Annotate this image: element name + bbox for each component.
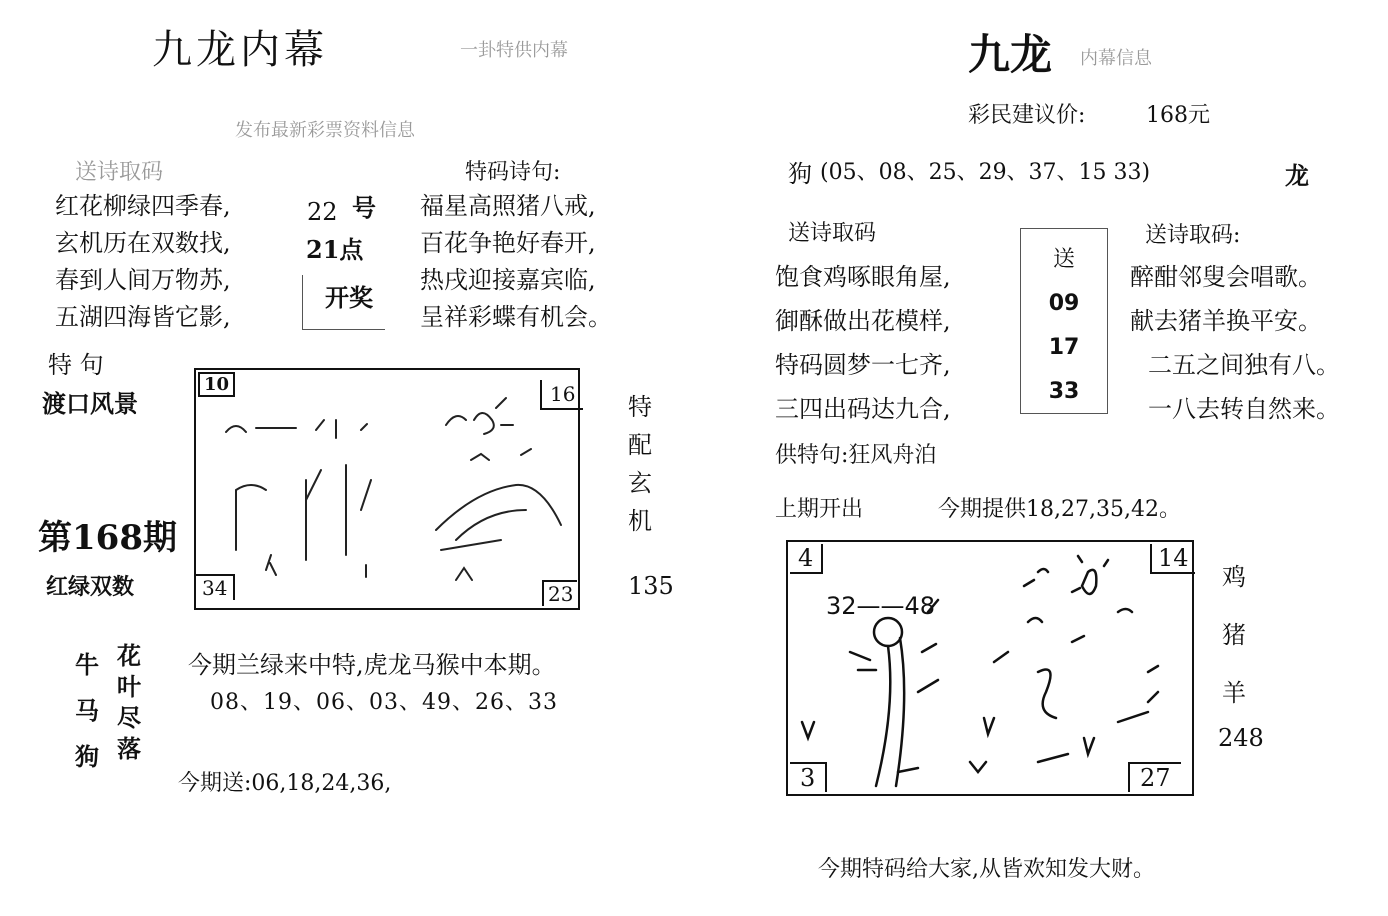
phrase-char: 尽 (117, 703, 141, 732)
left-poem2 (420, 188, 612, 336)
left-send-line: 今期送:06,18,24,36, (178, 771, 392, 796)
issue-hint: 红绿双数 (46, 574, 135, 600)
special-label: 特 句 (48, 351, 104, 379)
right-title: 九龙 (968, 30, 1053, 79)
zodiac-right: 龙 (1285, 161, 1309, 190)
zodiac-char: 牛 (75, 650, 99, 679)
left-pic-corner-bl: 34 (196, 574, 235, 600)
right-bottom-line: 今期特码给大家,从皆欢知发大财。 (818, 857, 1155, 882)
right-sketch-icon (788, 542, 1190, 792)
right-poem1-line: 饱食鸡啄眼角屋, (775, 263, 951, 291)
left-poem1-line: 玄机历在双数找, (55, 229, 231, 257)
right-side-char: 鸡 (1222, 563, 1246, 591)
left-side-num: 135 (628, 572, 674, 600)
left-tip-numbers: 08、19、06、03、49、26、33 (210, 690, 558, 715)
right-special-line: 供特句:狂风舟泊 (775, 443, 937, 468)
right-section1-label: 送诗取码 (788, 221, 877, 246)
right-pic-corner-br: 27 (1128, 762, 1181, 792)
left-title: 九龙内幕 (152, 27, 328, 73)
right-poem2 (1130, 255, 1340, 431)
left-side-char: 玄 (628, 469, 652, 497)
right-side-chars (1222, 548, 1246, 722)
left-section1-label: 送诗取码 (75, 160, 164, 185)
draw-day: 22 (307, 198, 338, 226)
right-section2-label: 送诗取码: (1145, 223, 1241, 248)
send-box-item: 送 (1052, 247, 1075, 272)
price-value: 168元 (1146, 103, 1210, 128)
right-poem2-line: 醉酣邻叟会唱歌。 (1130, 263, 1322, 291)
left-side-chars (628, 388, 652, 540)
draw-label: 开奖 (325, 283, 373, 312)
left-tip-line: 今期兰绿来中特,虎龙马猴中本期。 (188, 651, 556, 679)
special-phrase: 渡口风景 (42, 389, 138, 418)
right-poem1-line: 三四出码达九合, (775, 395, 951, 423)
left-subline: 发布最新彩票资料信息 (235, 120, 415, 141)
right-poem2-line: 献去猪羊换平安。 (1130, 307, 1322, 335)
left-title-note: 一卦特供内幕 (460, 40, 568, 61)
right-title-note: 内幕信息 (1080, 48, 1152, 69)
left-pic-corner-tl: 10 (198, 372, 235, 397)
price-label: 彩民建议价: (968, 103, 1086, 128)
right-pic-label: 32——48 (826, 592, 936, 620)
left-poem2-line: 呈祥彩蝶有机会。 (420, 303, 612, 331)
left-sketch-icon (196, 370, 576, 606)
last-label: 上期开出 (775, 497, 864, 522)
right-poem1-line: 特码圆梦一七齐, (775, 351, 951, 379)
right-poem1 (775, 255, 951, 431)
left-poem1 (55, 188, 231, 336)
left-poem1-line: 春到人间万物苏, (55, 266, 231, 294)
right-pic-corner-bl: 3 (790, 762, 827, 792)
send-box-content (1020, 238, 1108, 414)
left-pic-corner-tr: 16 (540, 380, 583, 410)
send-box-item: 09 (1048, 291, 1080, 316)
left-section2-label: 特码诗句: (465, 160, 561, 185)
right-pic-corner-tr: 14 (1150, 544, 1195, 574)
phrase-char: 叶 (117, 672, 141, 701)
phrase-column (117, 640, 141, 764)
right-side-num: 248 (1218, 724, 1264, 752)
right-side-char: 猪 (1222, 621, 1246, 649)
left-side-char: 特 (628, 393, 652, 421)
left-poem2-line: 福星高照猪八戒, (420, 192, 596, 220)
right-poem1-line: 御酥做出花模样, (775, 307, 951, 335)
zodiac-char: 马 (75, 696, 99, 725)
left-poem2-line: 热戌迎接嘉宾临, (420, 266, 596, 294)
zodiac-left: 狗 (788, 160, 812, 188)
phrase-char: 花 (117, 641, 141, 670)
zodiac-column (75, 642, 99, 780)
left-side-char: 配 (628, 431, 652, 459)
right-pic-corner-tl: 4 (790, 544, 823, 574)
draw-time: 21点 (306, 235, 364, 264)
left-poem2-line: 百花争艳好春开, (420, 229, 596, 257)
issue-number: 第168期 (38, 518, 177, 558)
right-poem2-line: 二五之间独有八。 (1148, 351, 1340, 379)
send-box-item: 17 (1048, 335, 1080, 360)
left-poem1-line: 红花柳绿四季春, (55, 192, 231, 220)
zodiac-char: 狗 (75, 742, 99, 771)
right-poem2-line: 一八去转自然来。 (1148, 395, 1340, 423)
right-side-char: 羊 (1222, 679, 1246, 707)
send-box-item: 33 (1048, 379, 1080, 404)
draw-day-unit: 号 (352, 193, 376, 222)
left-side-char: 机 (628, 507, 652, 535)
left-pic-corner-br: 23 (542, 580, 577, 606)
left-poem1-line: 五湖四海皆它影, (55, 303, 231, 331)
zodiac-numbers: (05、08、25、29、37、15 33) (820, 160, 1151, 185)
provide-line: 今期提供18,27,35,42。 (938, 497, 1181, 522)
phrase-char: 落 (117, 734, 141, 763)
